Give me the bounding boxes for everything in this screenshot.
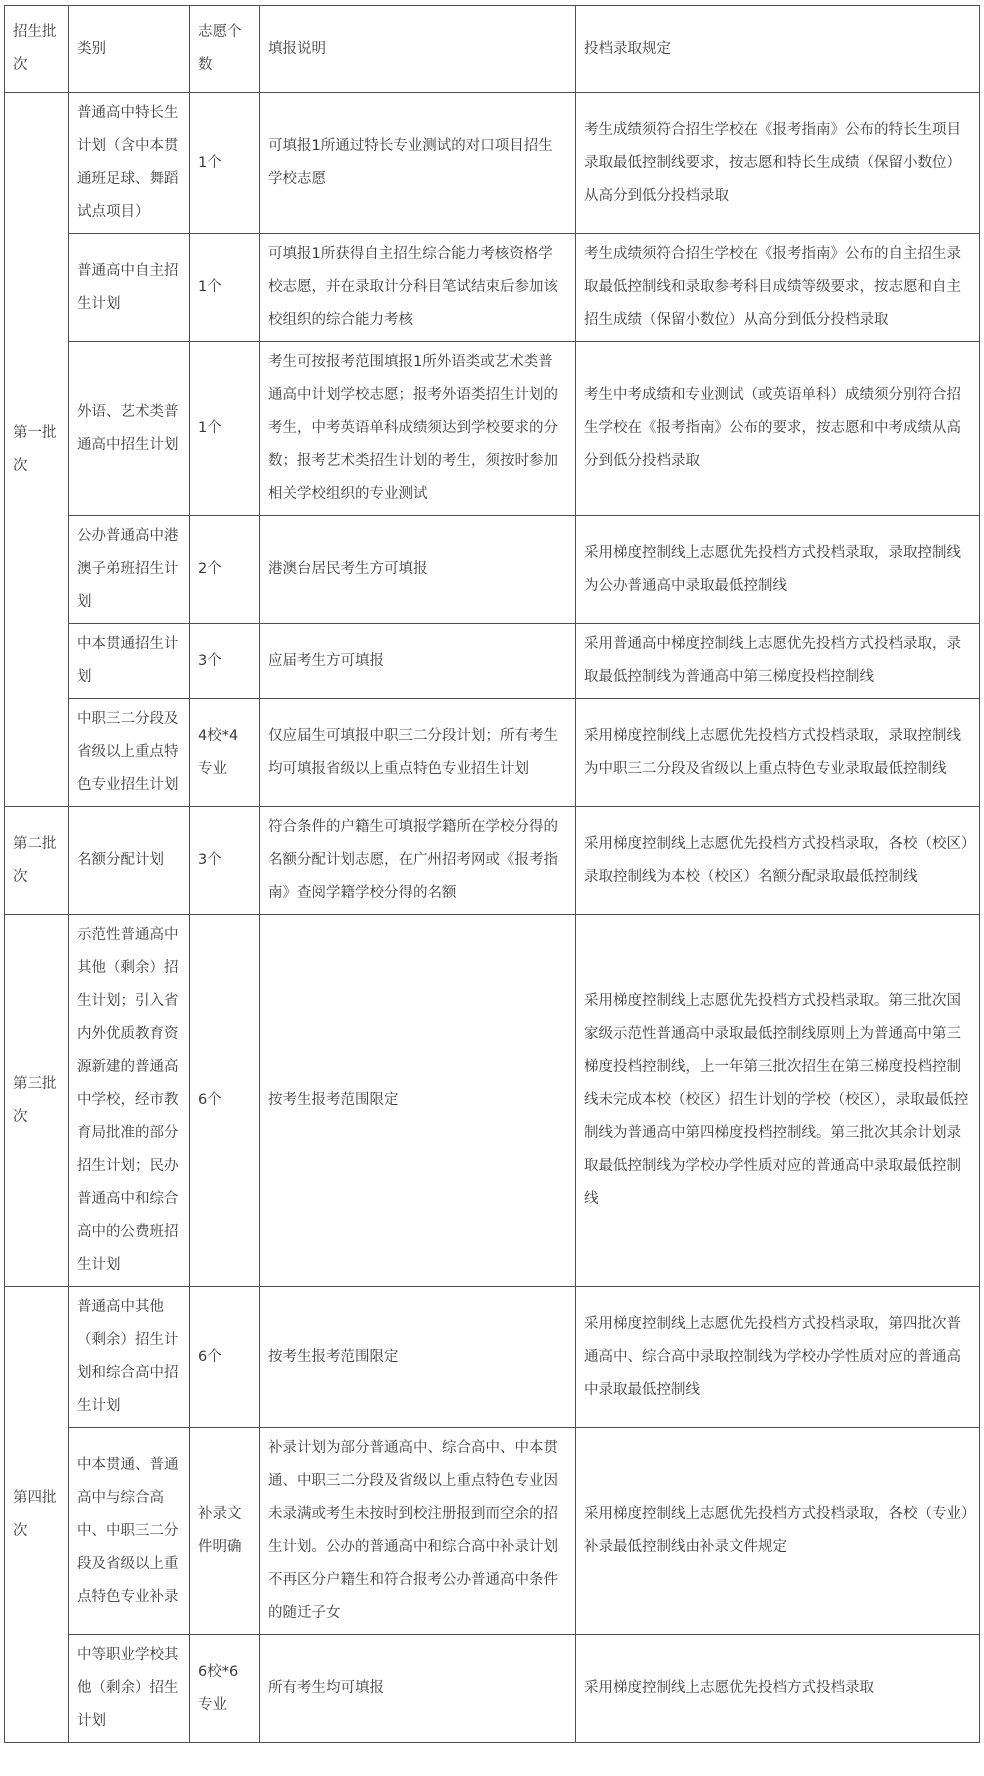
header-rule: 投档录取规定 bbox=[576, 6, 980, 93]
category-cell: 普通高中特长生计划（含中本贯通班足球、舞蹈试点项目） bbox=[69, 93, 190, 234]
category-cell: 外语、艺术类普通高中招生计划 bbox=[69, 342, 190, 516]
rule-cell: 采用梯度控制线上志愿优先投档方式投档录取，各校（专业）补录最低控制线由补录文件规定 bbox=[576, 1428, 980, 1635]
rule-cell: 采用普通高中梯度控制线上志愿优先投档方式投档录取，录取最低控制线为普通高中第三梯度投档控制线 bbox=[576, 624, 980, 699]
count-cell: 1个 bbox=[190, 234, 260, 342]
rule-cell: 采用梯度控制线上志愿优先投档方式投档录取，各校（校区）录取控制线为本校（校区）名额分配录取最低控制线 bbox=[576, 807, 980, 915]
table-row bbox=[5, 1635, 980, 1743]
batch-cell: 第一批次 bbox=[5, 93, 69, 807]
instruction-cell: 应届考生方可填报 bbox=[260, 624, 576, 699]
table-row bbox=[5, 1287, 980, 1428]
rule-cell: 采用梯度控制线上志愿优先投档方式投档录取 bbox=[576, 1635, 980, 1743]
instruction-cell: 可填报1所通过特长专业测试的对口项目招生学校志愿 bbox=[260, 93, 576, 234]
instruction-cell: 按考生报考范围限定 bbox=[260, 915, 576, 1287]
batch-cell: 第四批次 bbox=[5, 1287, 69, 1743]
instruction-cell: 符合条件的户籍生可填报学籍所在学校分得的名额分配计划志愿，在广州招考网或《报考指南》查阅学籍学校分得的名额 bbox=[260, 807, 576, 915]
count-cell: 3个 bbox=[190, 624, 260, 699]
batch-cell: 第二批次 bbox=[5, 807, 69, 915]
count-cell: 1个 bbox=[190, 93, 260, 234]
header-instruction: 填报说明 bbox=[260, 6, 576, 93]
rule-cell: 考生中考成绩和专业测试（或英语单科）成绩须分别符合招生学校在《报考指南》公布的要求，按志愿和中考成绩从高分到低分投档录取 bbox=[576, 342, 980, 516]
table-row bbox=[5, 516, 980, 624]
table-row bbox=[5, 699, 980, 807]
table-row bbox=[5, 1428, 980, 1635]
instruction-cell: 仅应届生可填报中职三二分段计划；所有考生均可填报省级以上重点特色专业招生计划 bbox=[260, 699, 576, 807]
admission-rules-table bbox=[4, 5, 980, 1743]
instruction-cell: 按考生报考范围限定 bbox=[260, 1287, 576, 1428]
category-cell: 名额分配计划 bbox=[69, 807, 190, 915]
category-cell: 示范性普通高中其他（剩余）招生计划；引入省内外优质教育资源新建的普通高中学校，经市教育局批准的部分招生计划；民办普通高中和综合高中的公费班招生计划 bbox=[69, 915, 190, 1287]
category-cell: 公办普通高中港澳子弟班招生计划 bbox=[69, 516, 190, 624]
batch-cell: 第三批次 bbox=[5, 915, 69, 1287]
header-row bbox=[5, 6, 980, 93]
count-cell: 3个 bbox=[190, 807, 260, 915]
count-cell: 1个 bbox=[190, 342, 260, 516]
count-cell: 补录文件明确 bbox=[190, 1428, 260, 1635]
table-row bbox=[5, 807, 980, 915]
table-row bbox=[5, 93, 980, 234]
header-count: 志愿个数 bbox=[190, 6, 260, 93]
count-cell: 4校*4专业 bbox=[190, 699, 260, 807]
instruction-cell: 考生可按报考范围填报1所外语类或艺术类普通高中计划学校志愿；报考外语类招生计划的考生，中考英语单科成绩须达到学校要求的分数；报考艺术类招生计划的考生，须按时参加相关学校组织的专业测试 bbox=[260, 342, 576, 516]
header-batch: 招生批次 bbox=[5, 6, 69, 93]
instruction-cell: 港澳台居民考生方可填报 bbox=[260, 516, 576, 624]
instruction-cell: 所有考生均可填报 bbox=[260, 1635, 576, 1743]
category-cell: 中职三二分段及省级以上重点特色专业招生计划 bbox=[69, 699, 190, 807]
header-category: 类别 bbox=[69, 6, 190, 93]
rule-cell: 采用梯度控制线上志愿优先投档方式投档录取，录取控制线为公办普通高中录取最低控制线 bbox=[576, 516, 980, 624]
rule-cell: 采用梯度控制线上志愿优先投档方式投档录取。第三批次国家级示范性普通高中录取最低控制线原则上为普通高中第三梯度投档控制线，上一年第三批次招生在第三梯度投档控制线未完成本校（校区）招生计划的学校（校区），录取最低控制线为普通高中第四梯度投档控制线。第三批次其余计划录取最低控制线为学校办学性质对应的普通高中录取最低控制线 bbox=[576, 915, 980, 1287]
instruction-cell: 补录计划为部分普通高中、综合高中、中本贯通、中职三二分段及省级以上重点特色专业因未录满或考生未按时到校注册报到而空余的招生计划。公办的普通高中和综合高中补录计划不再区分户籍生和符合报考公办普通高中条件的随迁子女 bbox=[260, 1428, 576, 1635]
count-cell: 2个 bbox=[190, 516, 260, 624]
rule-cell: 考生成绩须符合招生学校在《报考指南》公布的自主招生录取最低控制线和录取参考科目成绩等级要求，按志愿和自主招生成绩（保留小数位）从高分到低分投档录取 bbox=[576, 234, 980, 342]
category-cell: 中本贯通、普通高中与综合高中、中职三二分段及省级以上重点特色专业补录 bbox=[69, 1428, 190, 1635]
category-cell: 中等职业学校其他（剩余）招生计划 bbox=[69, 1635, 190, 1743]
category-cell: 普通高中其他（剩余）招生计划和综合高中招生计划 bbox=[69, 1287, 190, 1428]
rule-cell: 采用梯度控制线上志愿优先投档方式投档录取，录取控制线为中职三二分段及省级以上重点特色专业录取最低控制线 bbox=[576, 699, 980, 807]
table-row bbox=[5, 624, 980, 699]
table-row bbox=[5, 342, 980, 516]
rule-cell: 考生成绩须符合招生学校在《报考指南》公布的特长生项目录取最低控制线要求，按志愿和特长生成绩（保留小数位）从高分到低分投档录取 bbox=[576, 93, 980, 234]
table-row bbox=[5, 915, 980, 1287]
table-row bbox=[5, 234, 980, 342]
instruction-cell: 可填报1所获得自主招生综合能力考核资格学校志愿，并在录取计分科目笔试结束后参加该校组织的综合能力考核 bbox=[260, 234, 576, 342]
rule-cell: 采用梯度控制线上志愿优先投档方式投档录取，第四批次普通高中、综合高中录取控制线为学校办学性质对应的普通高中录取最低控制线 bbox=[576, 1287, 980, 1428]
category-cell: 普通高中自主招生计划 bbox=[69, 234, 190, 342]
category-cell: 中本贯通招生计划 bbox=[69, 624, 190, 699]
count-cell: 6个 bbox=[190, 1287, 260, 1428]
count-cell: 6校*6专业 bbox=[190, 1635, 260, 1743]
count-cell: 6个 bbox=[190, 915, 260, 1287]
